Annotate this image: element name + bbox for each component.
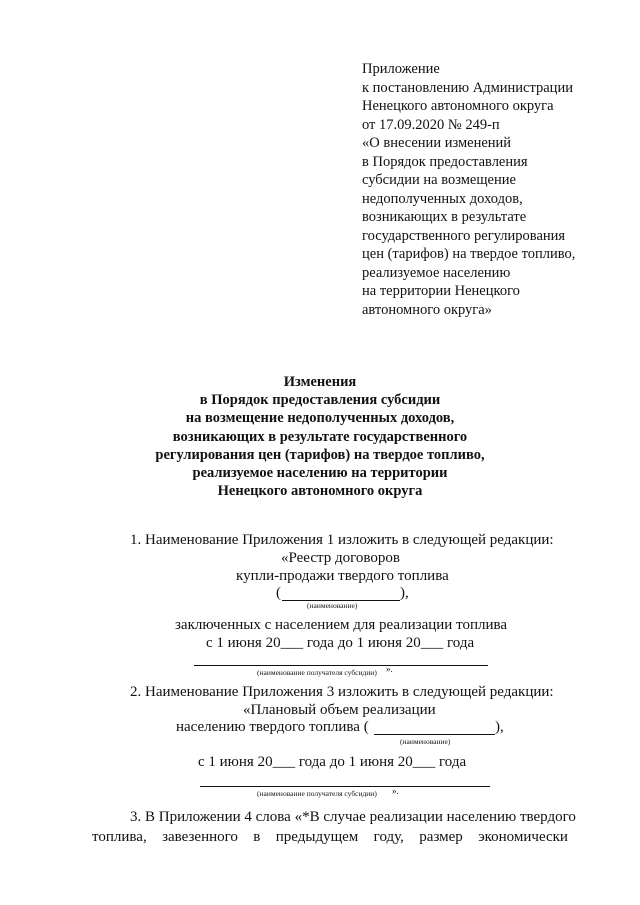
item2-name-blank (374, 734, 495, 735)
appendix-line: в Порядок предоставления (362, 153, 528, 170)
item2-paren-close: ), (495, 719, 504, 735)
item2-plan-title: «Плановый объем реализации (243, 702, 436, 718)
item3-word: размер (419, 829, 463, 845)
item1-caption-recipient: (наименование получателя субсидии) (257, 668, 377, 677)
item3-word: в (253, 829, 261, 845)
item3-word: предыдущем (275, 829, 359, 845)
item1-period: с 1 июня 20___ года до 1 июня 20___ года (206, 635, 475, 651)
item3-word: завезенного (162, 829, 238, 845)
title-line: в Порядок предоставления субсидии (199, 392, 441, 409)
title-line: Изменения (283, 374, 357, 390)
item1-registry-line3: заключенных с населением для реализации топлива (175, 617, 508, 633)
item3-word: году, (373, 829, 404, 845)
item2-caption-recipient: (наименование получателя субсидии) (257, 789, 377, 798)
item1-paren-open: ( (276, 585, 281, 601)
appendix-line: автономного округа» (362, 301, 492, 318)
item3-word: экономически (478, 829, 568, 845)
title-line: Ненецкого автономного округа (217, 483, 423, 500)
item2-period: с 1 июня 20___ года до 1 июня 20___ года (198, 754, 467, 770)
appendix-line: «О внесении изменений (362, 135, 512, 151)
appendix-header (362, 60, 575, 319)
item1-recipient-blank (194, 665, 488, 666)
appendix-line: субсидии на возмещение (362, 172, 516, 188)
item2-intro: 2. Наименование Приложения 3 изложить в следующей редакции: (130, 684, 554, 700)
item2-recipient-blank (200, 786, 490, 787)
appendix-line: на территории Ненецкого (362, 283, 520, 299)
title-line: возникающих в результате государственного (172, 428, 468, 445)
title-line: реализуемое населению на территории (192, 465, 448, 482)
item1-intro: 1. Наименование Приложения 1 изложить в следующей редакции: (130, 532, 554, 548)
item3-line1: 3. В Приложении 4 слова «*В случае реализации населению твердого (130, 809, 576, 825)
item2-caption-name: (наименование) (400, 737, 451, 746)
item3-line2 (92, 829, 568, 846)
item2-plan-subtitle: населению твердого топлива ( (176, 719, 369, 735)
title-line: на возмещение недополученных доходов, (185, 410, 455, 427)
appendix-line: государственного регулирования (362, 227, 566, 244)
appendix-line: реализуемое населению (362, 264, 511, 281)
appendix-line: Ненецкого автономного округа (362, 98, 554, 114)
appendix-line: от 17.09.2020 № 249-п (362, 116, 500, 133)
item1-close-quote: ». (386, 664, 393, 674)
appendix-line: к постановлению Администрации (362, 79, 573, 96)
item1-registry-subtitle: купли-продажи твердого топлива (236, 568, 449, 584)
item2-close-quote: ». (392, 786, 399, 796)
title-line: регулирования цен (тарифов) на твердое топливо, (155, 446, 485, 463)
item1-caption-name: (наименование) (307, 601, 358, 610)
document-title (0, 373, 640, 500)
appendix-line: цен (тарифов) на твердое топливо, (362, 246, 576, 262)
appendix-line: возникающих в результате (362, 209, 527, 225)
appendix-line: недополученных доходов, (362, 190, 523, 207)
item1-registry-title: «Реестр договоров (281, 550, 400, 566)
item1-paren-close: ), (400, 585, 409, 601)
appendix-line: Приложение (362, 61, 440, 77)
item3-word: топлива, (92, 829, 147, 845)
